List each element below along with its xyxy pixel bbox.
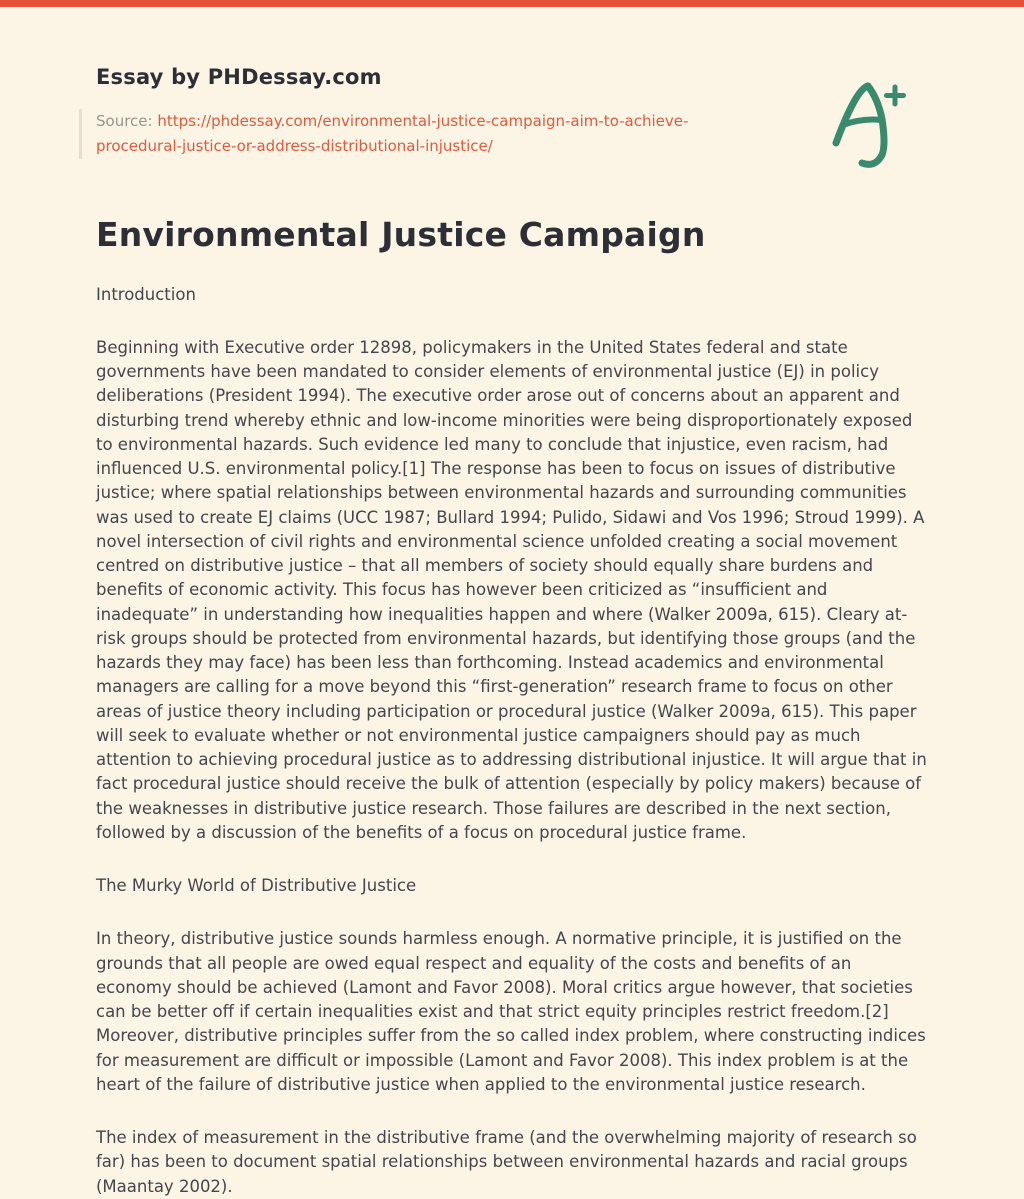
essay-paragraph-1: Beginning with Executive order 12898, policymakers in the United States federal and state governments have been mandated to consider elements of environmental justice (EJ) in policy deliberations (President 1994). The executive order arose out of concerns about an apparent and disturbing trend whereby ethnic and low-income minorities were being disproportionately exposed to environmental hazards. Such evidence led many to conclude that injustice, even racism, had influenced U.S. environmental policy.[1] The response has been to focus on issues of distributive justice; where spatial relationships between environmental hazards and surrounding communities was used to create EJ claims (UCC 1987; Bullard 1994; Pulido, Sidawi and Vos 1996; Stroud 1999). A novel intersection of civil rights and environmental science unfolded creating a social movement centred on distributive justice – that all members of society should equally share burdens and benefits of economic activity. This focus has however been criticized as “insufficient and inadequate” in understanding how inequalities happen and where (Walker 2009a, 615). Cleary at-risk groups should be protected from environmental hazards, but identifying those groups (and the hazards they may face) has been less than forthcoming. Instead academics and environmental managers are calling for a move beyond this “first-generation” research frame to focus on other areas of justice theory including participation or procedural justice (Walker 2009a, 615). This paper will seek to evaluate whether or not environmental justice campaigners should pay as much attention to achieving procedural justice as to addressing distributional injustice. It will argue that in fact procedural justice should receive the bulk of attention (especially by policy makers) because of the weaknesses in distributive justice research. Those failures are described in the next section, followed by a discussion of the benefits of a focus on procedural justice frame. — [96, 337, 927, 842]
section-heading-distributive-justice: The Murky World of Distributive Justice — [96, 876, 417, 895]
page-container — [0, 7, 1024, 1199]
phdessay-logo — [828, 79, 912, 173]
essay-paragraph-2: In theory, distributive justice sounds harmless enough. A normative principle, it is justified on the grounds that all people are owed equal respect and equality of the costs and benefits of an economy should be achieved (Lamont and Favor 2008). Moral critics argue however, that societies can be better off if certain inequalities exist and that strict equity principles restrict freedom.[2] Moreover, distributive principles suffer from the so called index problem, where constructing indices for measurement are difficult or impossible (Lamont and Favor 2008). This index problem is at the heart of the failure of distributive justice when applied to the environmental justice research. — [96, 929, 926, 1094]
site-header-title: Essay by PHDessay.com — [96, 65, 382, 89]
source-label: Source: — [96, 112, 153, 130]
source-block — [79, 109, 699, 159]
intro-heading: Introduction — [96, 284, 196, 304]
source-link[interactable]: https://phdessay.com/environmental-justice-campaign-aim-to-achieve-procedural-justice-or-address-distributional-injustice/ — [96, 112, 689, 155]
essay-body — [96, 283, 928, 1199]
essay-title: Environmental Justice Campaign — [96, 214, 706, 254]
essay-paragraph-3: The index of measurement in the distributive frame (and the overwhelming majority of research so far) has been to document spatial relationships between environmental hazards and racial groups (Maantay 2002). — [96, 1128, 917, 1196]
top-accent-bar — [0, 0, 1024, 7]
phdessay-logo-graphic — [828, 79, 912, 173]
